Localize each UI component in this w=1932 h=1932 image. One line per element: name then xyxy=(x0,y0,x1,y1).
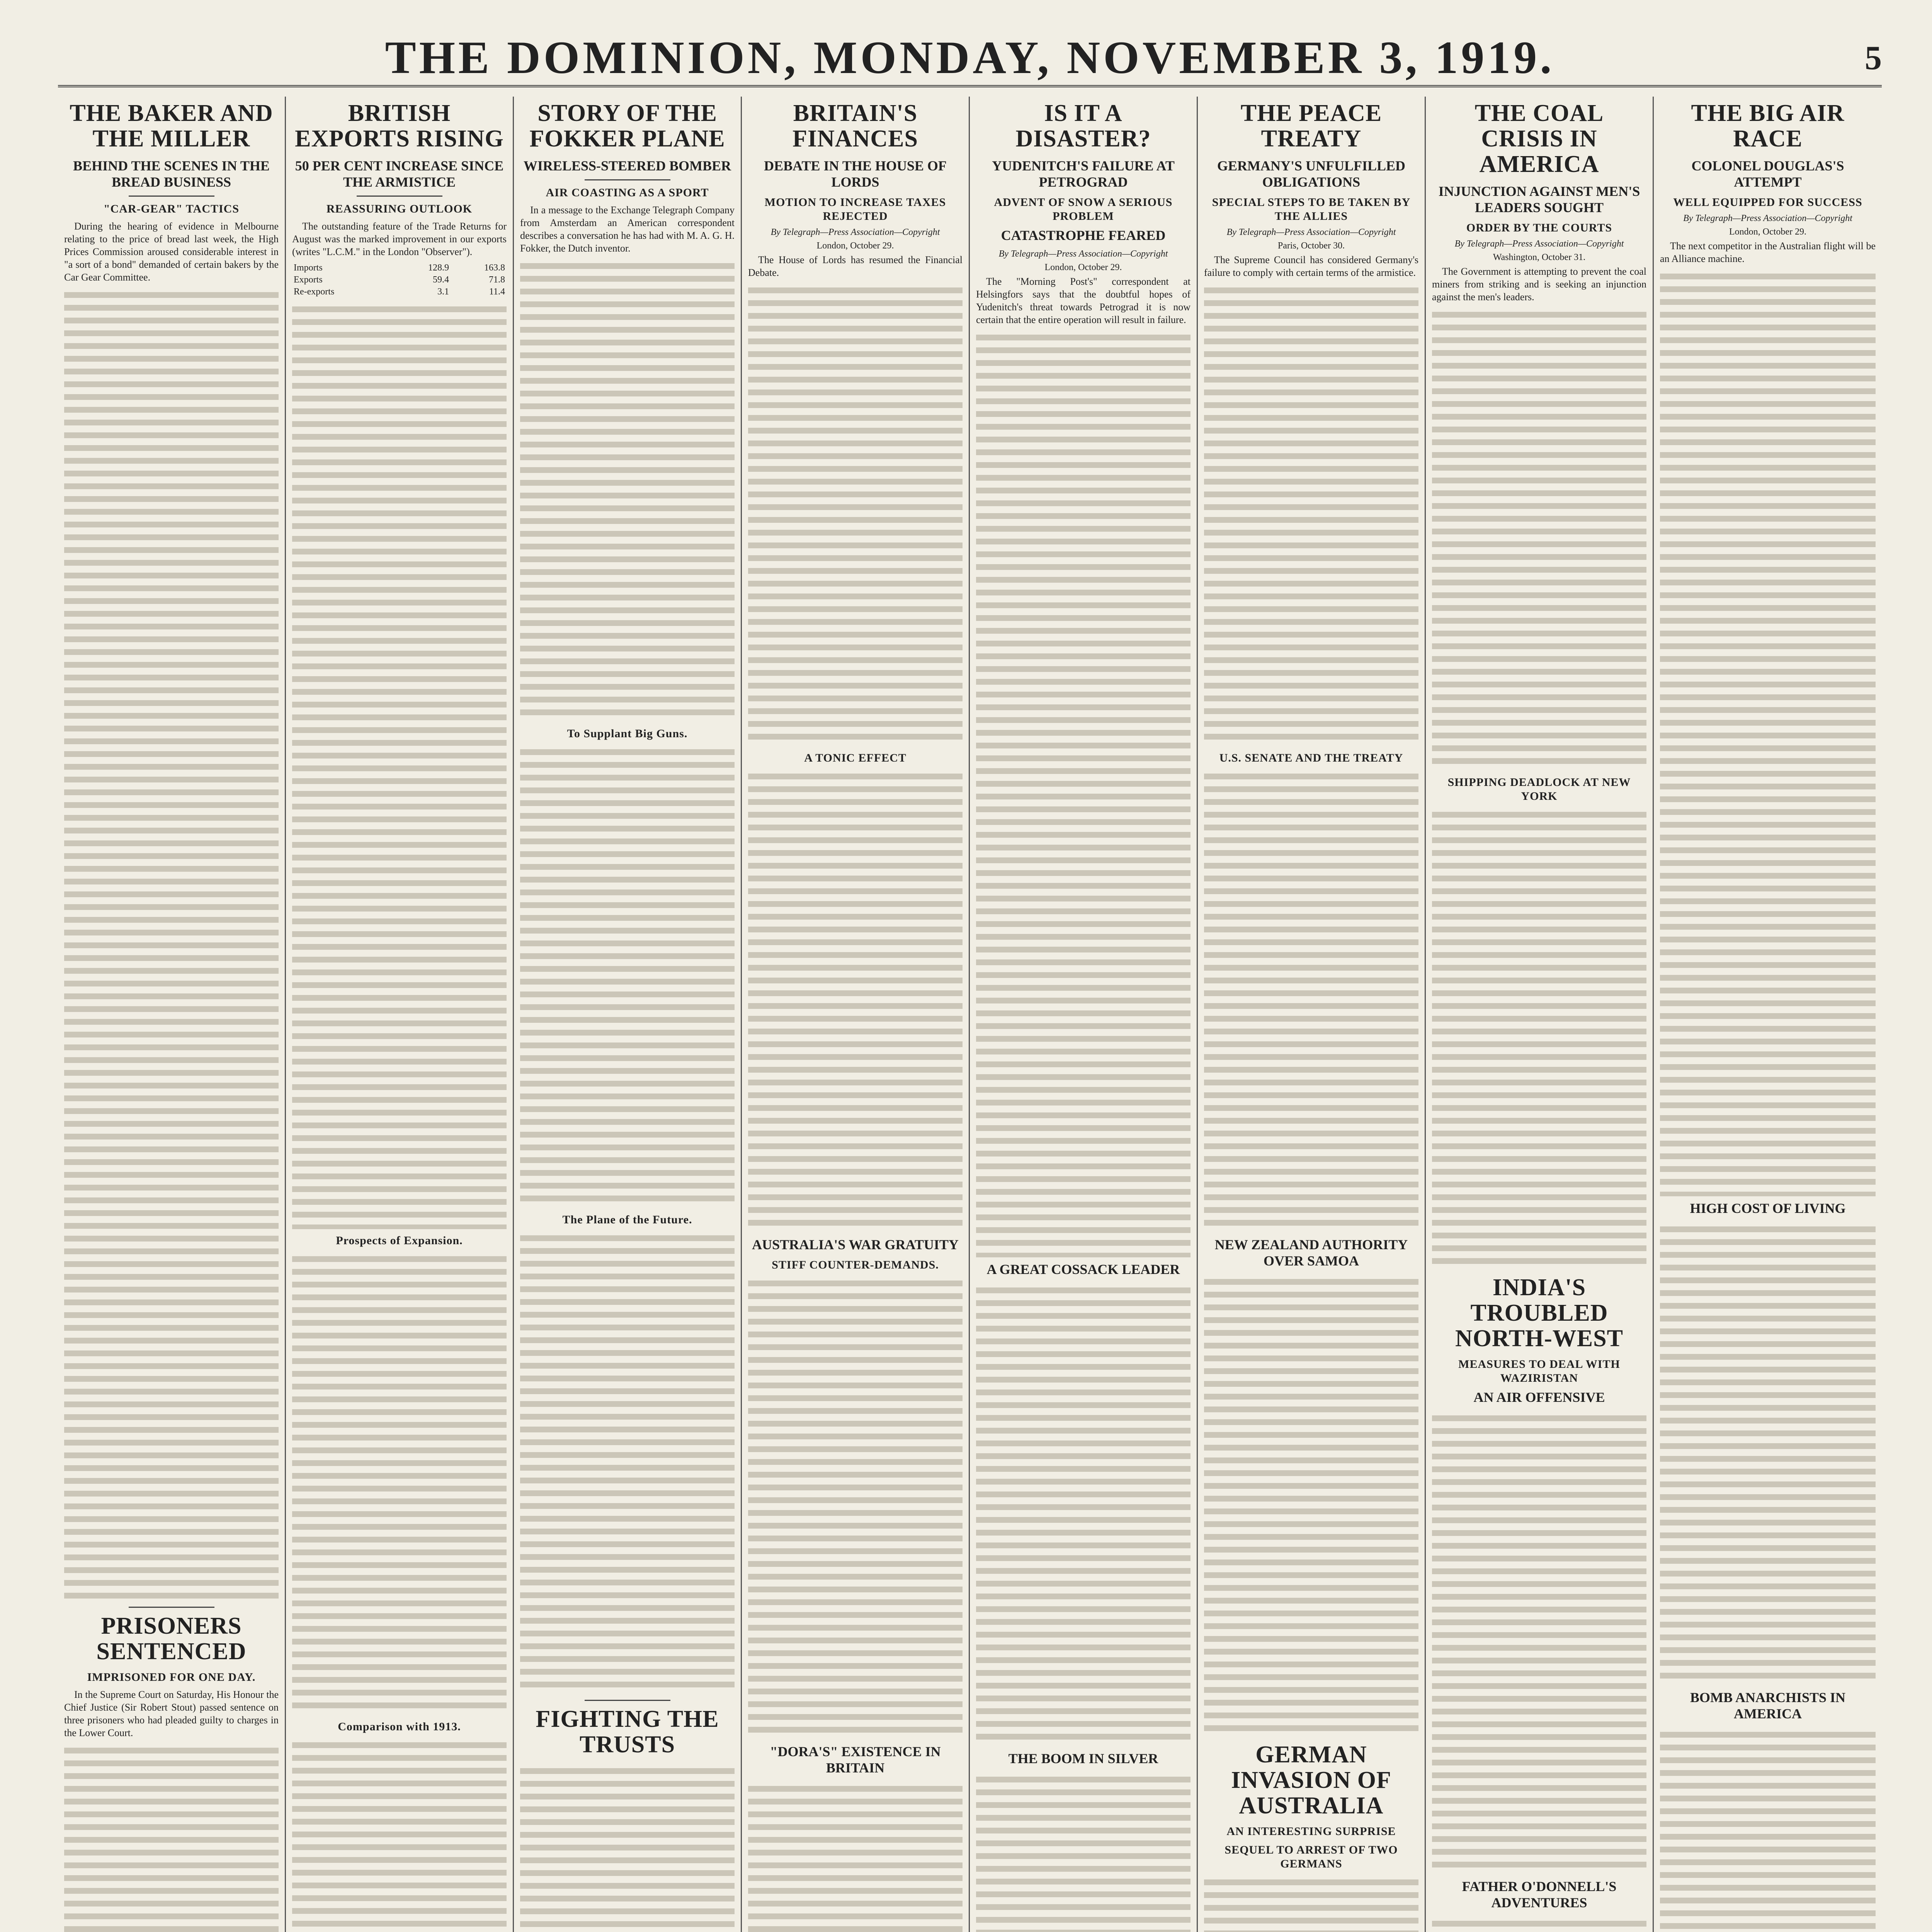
section-heading: AIR COASTING AS A SPORT xyxy=(546,186,709,199)
dateline: London, October 29. xyxy=(1729,227,1806,237)
column-6 xyxy=(1198,97,1426,1932)
dateline: London, October 29. xyxy=(816,241,894,251)
article-lead: The House of Lords has resumed the Financial Debate. xyxy=(748,254,963,278)
article-body xyxy=(976,1772,1190,1932)
headline: BRITAIN'S FINANCES xyxy=(793,100,918,152)
article-body xyxy=(292,302,507,1229)
dateline: Paris, October 30. xyxy=(1277,241,1345,251)
columns-container xyxy=(58,97,1882,1932)
byline: By Telegraph—Press Association—Copyright xyxy=(770,227,940,237)
trade-table xyxy=(292,262,507,298)
table-cell: 163.8 xyxy=(484,263,505,273)
article-body xyxy=(520,1764,735,1932)
column-3 xyxy=(514,97,742,1932)
headline: A GREAT COSSACK LEADER xyxy=(986,1262,1180,1277)
subhead: IMPRISONED FOR ONE DAY. xyxy=(87,1671,256,1684)
headline: INDIA'S TROUBLED NORTH-WEST xyxy=(1455,1274,1623,1352)
article-body xyxy=(1660,269,1876,1196)
subhead: GERMANY'S UNFULFILLED OBLIGATIONS xyxy=(1217,158,1406,190)
masthead xyxy=(58,27,1882,87)
section-heading: The Plane of the Future. xyxy=(562,1213,692,1226)
byline: By Telegraph—Press Association—Copyright xyxy=(998,249,1168,259)
column-2 xyxy=(286,97,514,1932)
article-body xyxy=(1204,1875,1418,1932)
headline: THE BAKER AND THE MILLER xyxy=(70,100,273,152)
page-number: 5 xyxy=(1865,39,1882,77)
headline: THE BOOM IN SILVER xyxy=(1008,1751,1158,1766)
divider xyxy=(585,179,670,180)
article-body xyxy=(64,1743,279,1932)
dateline: London, October 29. xyxy=(1044,262,1122,272)
article-body xyxy=(1432,307,1646,771)
article-lead: The Government is attempting to prevent the coal miners from striking and is seeking an injunction against the men's leaders. xyxy=(1432,266,1646,303)
section-heading: WELL EQUIPPED FOR SUCCESS xyxy=(1673,196,1862,209)
table-cell: Re-exports xyxy=(294,287,335,297)
article-body xyxy=(520,259,735,722)
headline: NEW ZEALAND AUTHORITY OVER SAMOA xyxy=(1214,1237,1408,1269)
article-body xyxy=(748,1276,963,1740)
section-heading: A TONIC EFFECT xyxy=(804,752,906,764)
section-heading: ORDER BY THE COURTS xyxy=(1466,221,1612,234)
section-heading: "CAR-GEAR" TACTICS xyxy=(103,202,240,215)
table-cell: 71.8 xyxy=(489,275,505,285)
headline: HIGH COST OF LIVING xyxy=(1690,1201,1846,1216)
subhead: 50 PER CENT INCREASE SINCE THE ARMISTICE xyxy=(295,158,504,190)
table-cell: 11.4 xyxy=(489,287,505,297)
subhead: BEHIND THE SCENES IN THE BREAD BUSINESS xyxy=(73,158,270,190)
dateline: Washington, October 31. xyxy=(1493,252,1586,262)
section-heading: ADVENT OF SNOW A SERIOUS PROBLEM xyxy=(994,196,1173,223)
article-body xyxy=(1660,1222,1876,1685)
section-heading: To Supplant Big Guns. xyxy=(567,727,688,740)
headline: STORY OF THE FOKKER PLANE xyxy=(529,100,725,152)
subhead: STIFF COUNTER-DEMANDS. xyxy=(772,1259,939,1271)
article-lead: The next competitor in the Australian flight will be an Alliance machine. xyxy=(1660,240,1876,264)
headline: IS IT A DISASTER? xyxy=(1015,100,1151,152)
table-row xyxy=(292,274,507,286)
article-body xyxy=(520,1231,735,1694)
section-heading: Prospects of Expansion. xyxy=(336,1234,463,1247)
article-body xyxy=(976,330,1190,1257)
article-body xyxy=(292,1738,507,1932)
subhead: WIRELESS-STEERED BOMBER xyxy=(523,158,731,173)
headline: FATHER O'DONNELL'S ADVENTURES xyxy=(1462,1879,1617,1910)
section-heading: U.S. SENATE AND THE TREATY xyxy=(1219,752,1403,764)
article-body xyxy=(292,1252,507,1715)
column-4 xyxy=(742,97,970,1932)
subhead: YUDENITCH'S FAILURE AT PETROGRAD xyxy=(992,158,1175,190)
divider xyxy=(585,1700,670,1701)
table-row xyxy=(292,286,507,298)
article-lead: In a message to the Exchange Telegraph Company from Amsterdam an American correspondent describes a conversation he has had with M. A. G. H. Fokker, the Dutch inventor. xyxy=(520,204,735,254)
table-cell: Imports xyxy=(294,263,323,273)
article-lead: The "Morning Post's" correspondent at Helsingfors says that the doubtful hopes of Yudenitch's threat towards Petrograd it is now certain that the entire operation will result in failure. xyxy=(976,276,1190,325)
headline: AUSTRALIA'S WAR GRATUITY xyxy=(752,1237,959,1252)
divider xyxy=(129,1607,214,1608)
headline: PRISONERS SENTENCED xyxy=(96,1613,247,1665)
newspaper-title: THE DOMINION, MONDAY, NOVEMBER 3, 1919. xyxy=(385,32,1555,83)
column-5 xyxy=(970,97,1198,1932)
article-body xyxy=(1204,1274,1418,1738)
article-body xyxy=(1432,1411,1646,1874)
headline: THE PEACE TREATY xyxy=(1240,100,1382,152)
article-body xyxy=(976,1283,1190,1747)
headline: SEQUEL TO ARREST OF TWO GERMANS xyxy=(1225,1844,1398,1870)
article-lead: The outstanding feature of the Trade Returns for August was the marked improvement in our exports (writes "L.C.M." in the London "Observer"). xyxy=(292,221,507,257)
article-body xyxy=(1432,1916,1646,1932)
table-cell: 59.4 xyxy=(432,275,449,285)
headline: FIGHTING THE TRUSTS xyxy=(536,1706,719,1758)
table-cell: 128.9 xyxy=(428,263,449,273)
byline: By Telegraph—Press Association—Copyright xyxy=(1683,213,1852,223)
article-body xyxy=(748,1781,963,1932)
subhead: DEBATE IN THE HOUSE OF LORDS xyxy=(764,158,947,190)
headline: BOMB ANARCHISTS IN AMERICA xyxy=(1690,1690,1846,1721)
article-body xyxy=(748,769,963,1233)
section-heading: SPECIAL STEPS TO BE TAKEN BY THE ALLIES xyxy=(1212,196,1411,223)
article-body xyxy=(1432,807,1646,1271)
byline: By Telegraph—Press Association—Copyright xyxy=(1226,227,1396,237)
byline: By Telegraph—Press Association—Copyright xyxy=(1454,239,1624,249)
table-cell: Exports xyxy=(294,275,323,285)
article-body xyxy=(520,745,735,1208)
subhead: INJUNCTION AGAINST MEN'S LEADERS SOUGHT xyxy=(1438,184,1640,215)
table-row xyxy=(292,262,507,274)
article-body xyxy=(748,283,963,747)
table-cell: 3.1 xyxy=(437,287,449,297)
column-8 xyxy=(1654,97,1882,1932)
article-body xyxy=(1660,1727,1876,1932)
subhead: AN INTERESTING SURPRISE xyxy=(1226,1825,1396,1838)
article-lead: During the hearing of evidence in Melbourne relating to the price of bread last week, the High Prices Commission aroused considerable interest in "a sort of a bond" demanded of certain bakers by the Car Gear Committee. xyxy=(64,221,279,283)
headline: "DORA'S" EXISTENCE IN BRITAIN xyxy=(770,1744,941,1776)
headline: AN AIR OFFENSIVE xyxy=(1473,1389,1605,1405)
section-heading: Comparison with 1913. xyxy=(338,1720,461,1733)
article-body xyxy=(64,287,279,1601)
subhead: COLONEL DOUGLAS'S ATTEMPT xyxy=(1691,158,1844,190)
headline: THE BIG AIR RACE xyxy=(1691,100,1845,152)
article-body xyxy=(1204,283,1418,747)
subhead: MEASURES TO DEAL WITH WAZIRISTAN xyxy=(1458,1358,1620,1384)
section-heading: SHIPPING DEADLOCK AT NEW YORK xyxy=(1447,776,1631,803)
divider xyxy=(357,196,442,197)
headline: BRITISH EXPORTS RISING xyxy=(295,100,504,152)
article-lead: The Supreme Council has considered Germany's failure to comply with certain terms of the armistice. xyxy=(1204,254,1418,278)
column-7 xyxy=(1426,97,1654,1932)
headline: GERMAN INVASION OF AUSTRALIA xyxy=(1231,1742,1391,1819)
column-1 xyxy=(58,97,286,1932)
divider xyxy=(129,196,214,197)
section-heading: MOTION TO INCREASE TAXES REJECTED xyxy=(764,196,946,223)
headline: THE COAL CRISIS IN AMERICA xyxy=(1475,100,1604,177)
article-lead: In the Supreme Court on Saturday, His Honour the Chief Justice (Sir Robert Stout) passed sentence on three prisoners who had pleaded guilty to charges in the Lower Court. xyxy=(64,1689,279,1738)
article-body xyxy=(1204,769,1418,1233)
section-heading: REASSURING OUTLOOK xyxy=(326,202,473,215)
section-heading: CATASTROPHE FEARED xyxy=(1001,228,1166,243)
